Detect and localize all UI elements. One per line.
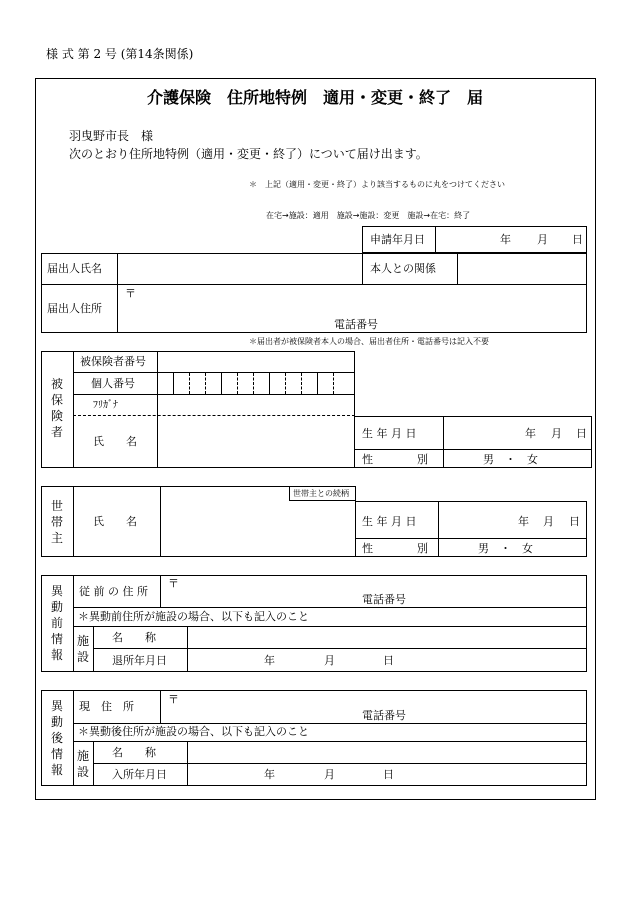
form-title: 介護保険 住所地特例 適用・変更・終了 届: [146, 88, 483, 107]
application-date-year: 年: [500, 233, 511, 246]
addressee: 羽曳野市長 様: [69, 129, 154, 143]
insured-section-label: 被 保 険 者: [50, 377, 63, 439]
notifier-phone-label: 電話番号: [334, 318, 378, 331]
householder-birth-field[interactable]: [439, 502, 586, 538]
form-number: 様 式 第 2 号 (第14条関係): [46, 47, 194, 61]
before-phone-label: 電話番号: [362, 593, 406, 606]
insured-sex-label: 性 別: [362, 453, 428, 466]
before-date-label: 退所年月日: [112, 654, 167, 667]
before-postal-mark: 〒: [168, 577, 179, 590]
householder-section-label: 世 帯 主: [50, 499, 63, 545]
after-date-label: 入所年月日: [112, 768, 167, 781]
notifier-address-label: 届出人住所: [47, 302, 102, 315]
before-date-month: 月: [324, 654, 335, 667]
after-facility-label: 施 設: [76, 749, 89, 779]
after-postal-mark: 〒: [168, 693, 179, 706]
application-date-label: 申請年月日: [370, 233, 425, 246]
personal-number-field[interactable]: [158, 373, 354, 394]
insured-number-field[interactable]: [158, 352, 354, 372]
insured-birth-month: 月: [551, 427, 562, 440]
application-date-month: 月: [537, 233, 548, 246]
householder-relation-field[interactable]: [290, 502, 354, 556]
insured-birth-label: 生 年 月 日: [362, 427, 417, 440]
insured-name-field[interactable]: [158, 416, 354, 467]
after-date-day: 日: [383, 768, 394, 781]
before-facility-name-field[interactable]: [188, 627, 586, 648]
insured-name-label: 氏 名: [93, 435, 137, 448]
insured-birth-field[interactable]: [444, 417, 591, 449]
householder-birth-label: 生 年 月 日: [362, 515, 417, 528]
householder-sex-label: 性 別: [362, 542, 428, 555]
insured-birth-year: 年: [525, 427, 536, 440]
relation-label: 本人との関係: [370, 262, 436, 275]
relation-field[interactable]: [458, 254, 586, 283]
householder-birth-month: 月: [543, 515, 554, 528]
furigana-label: ﾌﾘｶﾞﾅ: [93, 400, 118, 411]
before-facility-label: 施 設: [76, 634, 89, 664]
application-date-day: 日: [572, 233, 583, 246]
householder-relation-label: 世帯主との続柄: [293, 489, 349, 498]
after-address-label: 現 住 所: [79, 700, 134, 713]
after-move-section-label: 異 動 後 情 報: [50, 699, 63, 777]
after-facility-name-field[interactable]: [188, 742, 586, 763]
intro-text: 次のとおり住所地特例（適用・変更・終了）について届け出ます。: [69, 147, 428, 161]
householder-sex-options[interactable]: 男 ・ 女: [478, 542, 533, 555]
type-legend: 在宅→施設：適用 施設→施設：変更 施設→在宅：終了: [266, 211, 471, 220]
insured-birth-day: 日: [576, 427, 587, 440]
before-address-label: 従 前 の 住 所: [79, 585, 148, 598]
householder-name-field[interactable]: [161, 487, 288, 556]
before-facility-name-label: 名 称: [112, 631, 156, 644]
insured-sex-options[interactable]: 男 ・ 女: [483, 453, 538, 466]
after-facility-note: ＊異動後住所が施設の場合、以下も記入のこと: [78, 725, 309, 738]
before-date-day: 日: [383, 654, 394, 667]
householder-birth-year: 年: [518, 515, 529, 528]
before-move-section-label: 異 動 前 情 報: [50, 584, 63, 662]
personal-number-label: 個人番号: [91, 377, 135, 390]
after-phone-label: 電話番号: [362, 709, 406, 722]
notifier-postal-mark: 〒: [125, 287, 136, 300]
notifier-note: ＊届出者が被保険者本人の場合、届出者住所・電話番号は記入不要: [249, 337, 489, 346]
householder-birth-day: 日: [569, 515, 580, 528]
householder-name-label: 氏 名: [93, 515, 137, 528]
before-facility-note: ＊異動前住所が施設の場合、以下も記入のこと: [78, 610, 309, 623]
notifier-name-label: 届出人氏名: [47, 262, 102, 275]
insured-number-label: 被保険者番号: [80, 355, 146, 368]
after-facility-name-label: 名 称: [112, 746, 156, 759]
circle-note: ＊ 上記（適用・変更・終了）より該当するものに丸をつけてください: [249, 180, 505, 189]
after-date-month: 月: [324, 768, 335, 781]
insured-furigana-field[interactable]: [158, 395, 354, 415]
before-date-year: 年: [264, 654, 275, 667]
notifier-name-field[interactable]: [118, 254, 361, 283]
application-date-field[interactable]: [436, 226, 586, 253]
after-date-year: 年: [264, 768, 275, 781]
